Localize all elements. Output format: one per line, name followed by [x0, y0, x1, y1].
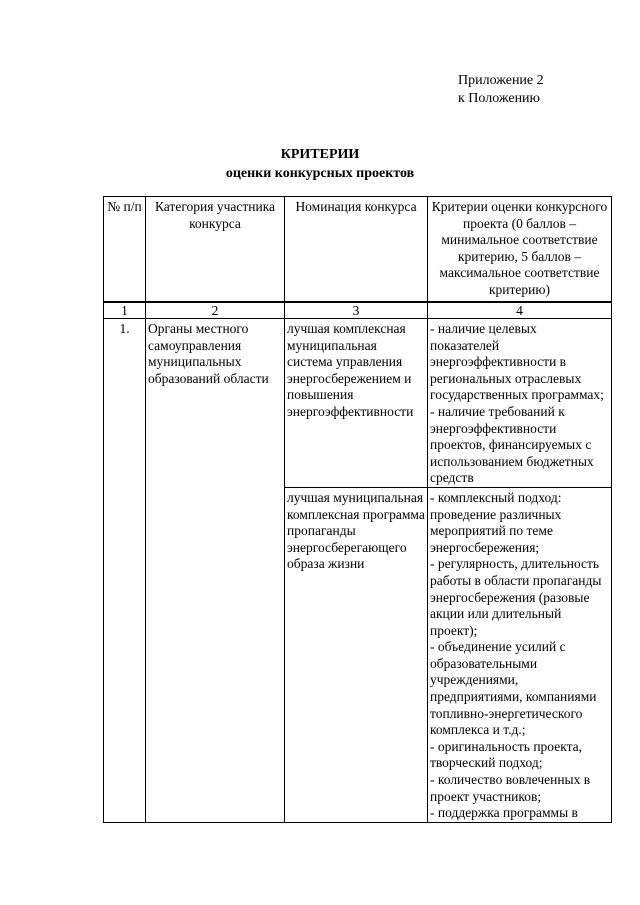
table-row — [104, 319, 612, 488]
title-line-1: КРИТЕРИИ — [280, 147, 360, 162]
criteria-text: - комплексный подход: проведение различных мероприятий по теме энергосбережения; - регулярность, длительность работы в области пропаганды энергосбережения (разовые акции или длительный проект); - объединение усилий с образовательными учреждениями, предприятиями, компаниями топливно-энергетического комплекса и т.д.; - оригинальность проекта, творческий подход; - количество вовлеченных в проект участников; - поддержка программы в — [430, 489, 602, 821]
appendix-line-1: Приложение 2 — [458, 73, 544, 88]
row-category: Органы местного самоуправления муниципальных образований области — [146, 319, 285, 823]
row-criteria — [428, 487, 612, 822]
row-criteria — [428, 319, 612, 488]
row-nomination: лучшая комплексная муниципальная система управления энергосбережением и повышения энергоэффективности — [285, 319, 428, 488]
column-number: 1 — [104, 302, 146, 319]
header-number: № п/п — [104, 197, 146, 303]
row-nomination: лучшая муниципальная комплексная программа пропаганды энергосберегающего образа жизни — [285, 487, 428, 822]
column-number: 4 — [428, 302, 612, 319]
row-number: 1. — [104, 319, 146, 823]
criteria-text: - наличие целевых показателей энергоэффективности в региональных отраслевых государственных программах; - наличие требований к энергоэффективности проектов, финансируемых с использованием бюджетных средств — [430, 321, 604, 486]
title-line-2: оценки конкурсных проектов — [225, 166, 415, 181]
appendix-line-2: к Положению — [458, 91, 541, 106]
header-criteria: Критерии оценки конкурсного проекта (0 баллов – минимальное соответствие критерию, 5 баллов – максимальное соответствие критерию) — [428, 197, 612, 303]
column-number: 2 — [146, 302, 285, 319]
column-number: 3 — [285, 302, 428, 319]
header-category: Категория участника конкурса — [146, 197, 285, 303]
document-title — [0, 145, 640, 183]
header-nomination: Номинация конкурса — [285, 197, 428, 303]
column-number-row — [104, 302, 612, 319]
table-header-row — [104, 197, 612, 303]
criteria-table — [103, 196, 612, 823]
appendix-label — [458, 72, 544, 108]
